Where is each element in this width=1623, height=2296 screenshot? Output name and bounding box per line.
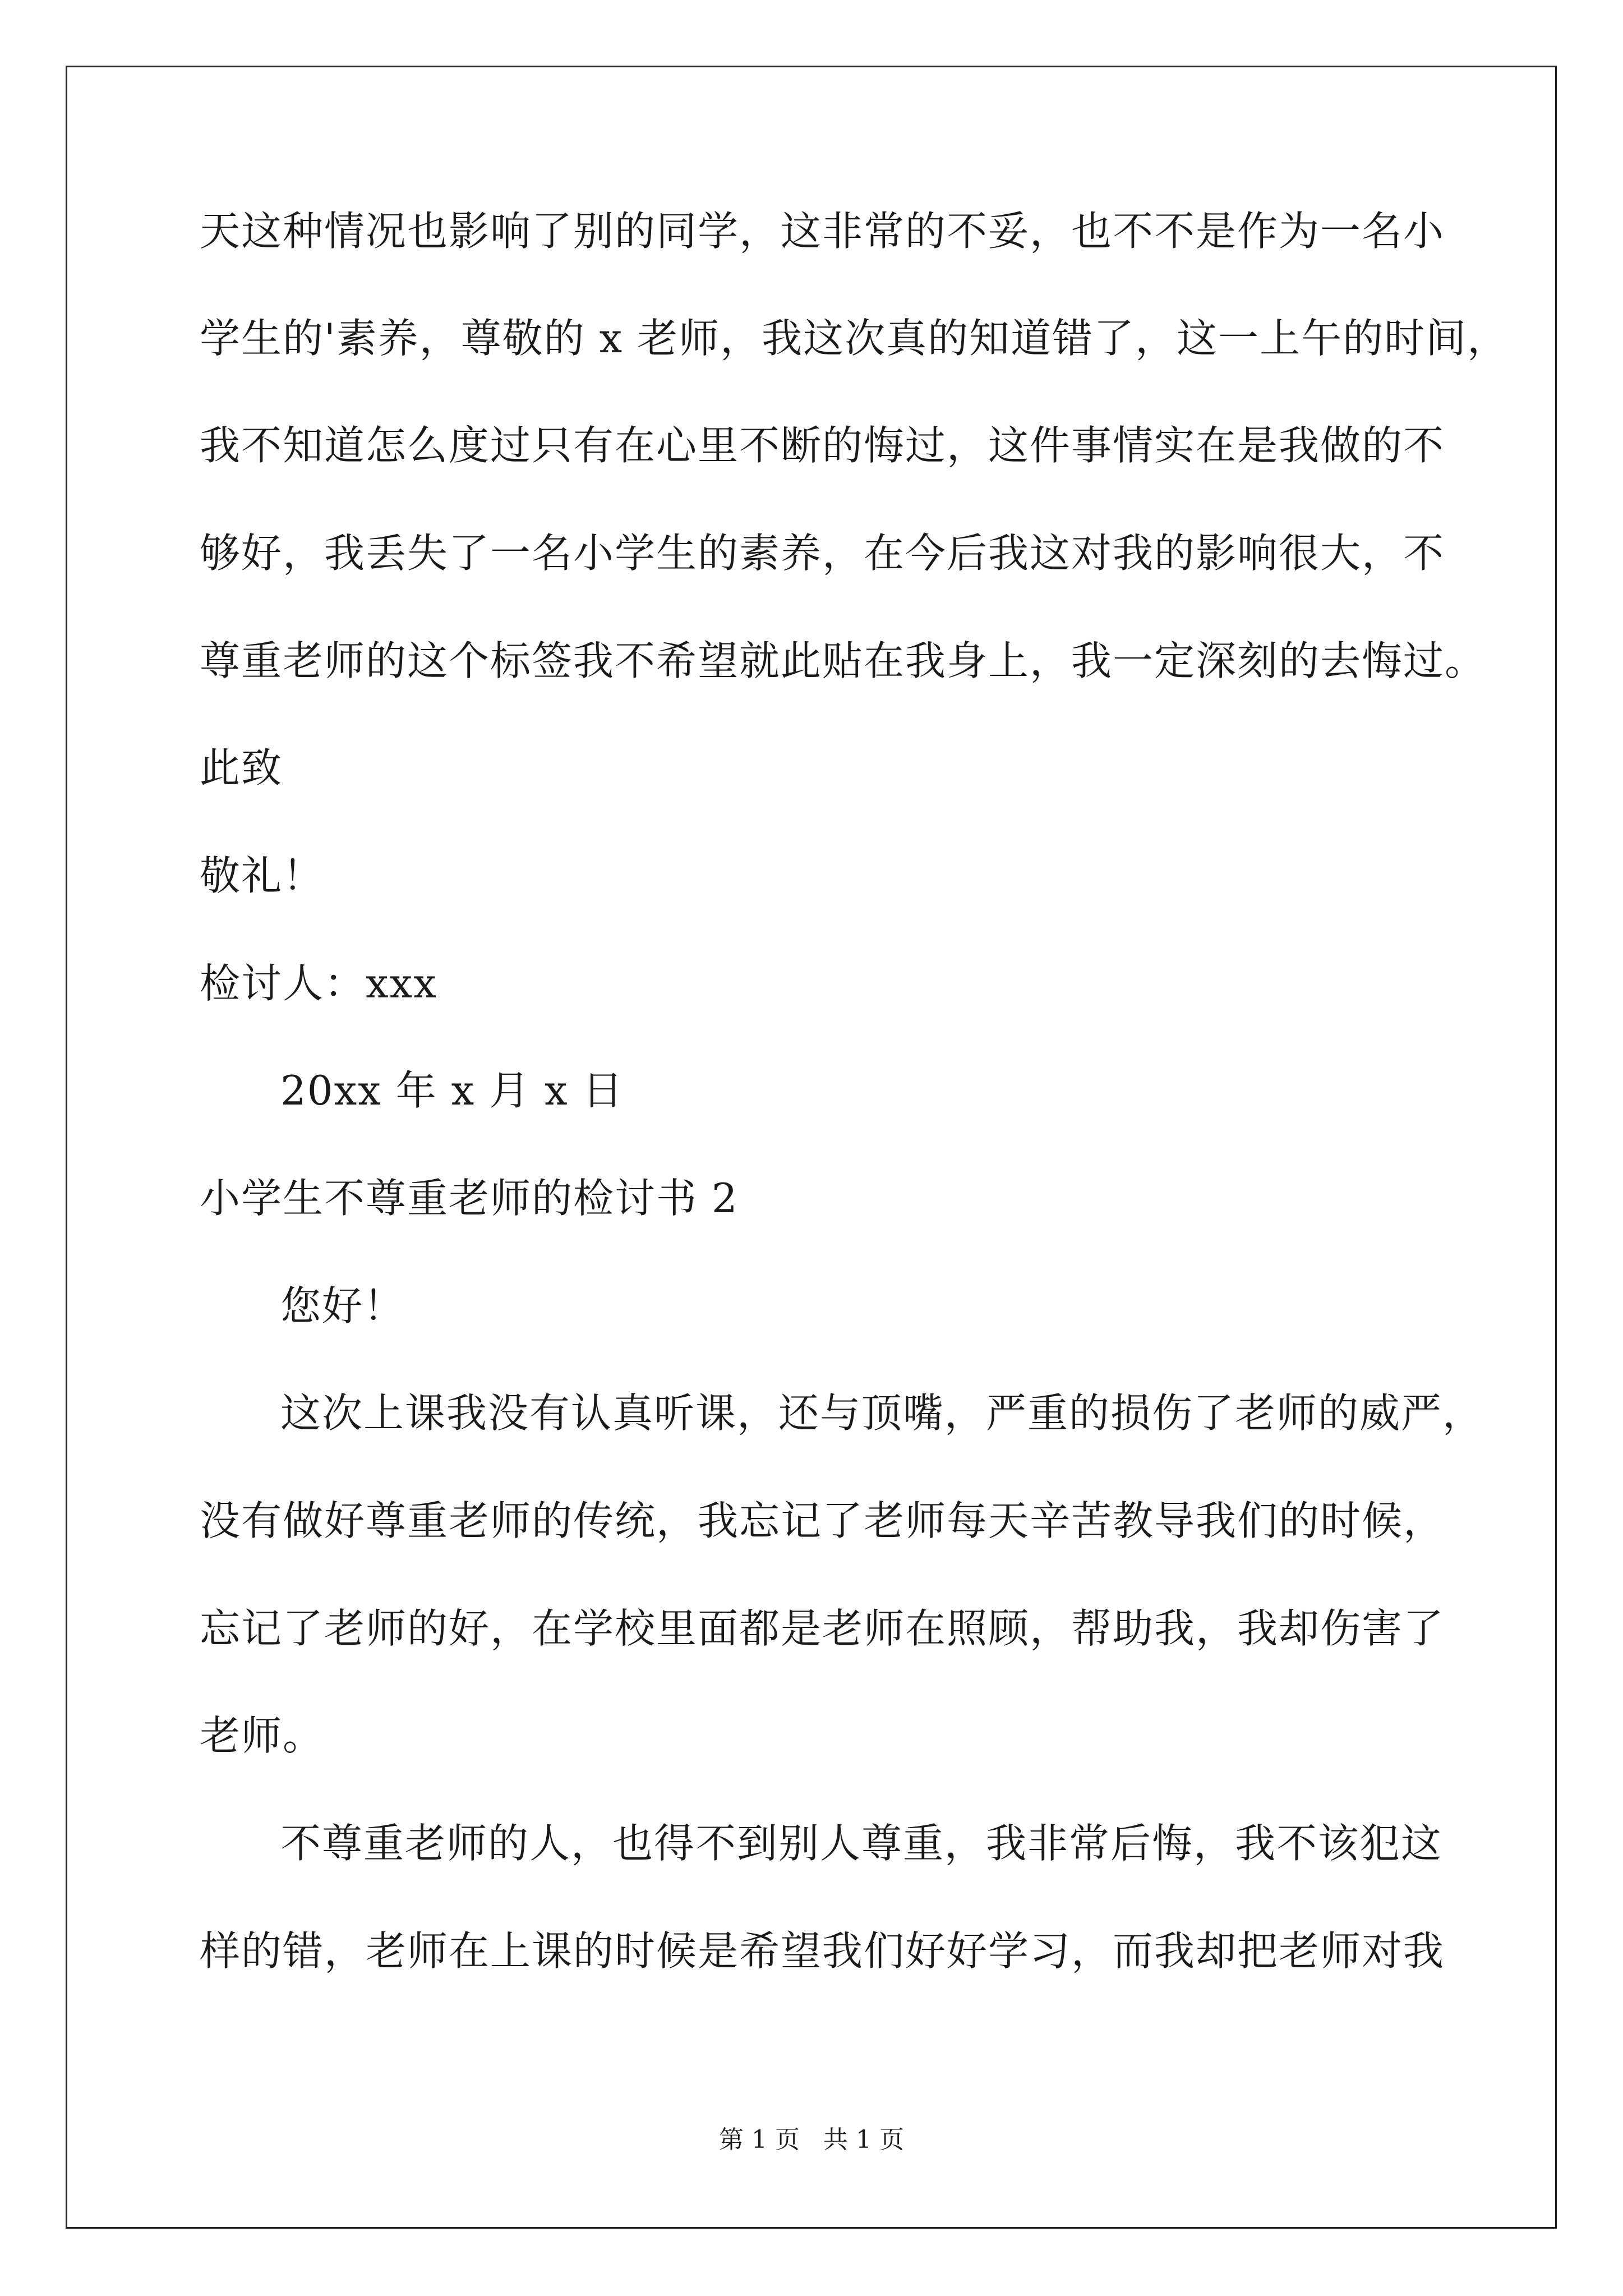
body-text-line: 够好，我丢失了一名小学生的素养，在今后我这对我的影响很大，不 bbox=[200, 530, 1445, 577]
date-line: 20xx 年 x 月 x 日 bbox=[280, 1067, 624, 1114]
body-text-line: 尊重老师的这个标签我不希望就此贴在我身上，我一定深刻的去悔过。 bbox=[200, 637, 1487, 684]
body-text-line: 我不知道怎么度过只有在心里不断的悔过，这件事情实在是我做的不 bbox=[200, 422, 1445, 469]
greeting: 您好！ bbox=[280, 1282, 405, 1329]
body-text-line: 这次上课我没有认真听课，还与顶嘴，严重的损伤了老师的威严， bbox=[280, 1389, 1484, 1437]
signer-line: 检讨人：xxx bbox=[200, 960, 437, 1007]
body-text-line: 忘记了老师的好，在学校里面都是老师在照顾，帮助我，我却伤害了 bbox=[200, 1605, 1445, 1652]
body-text-line: 天这种情况也影响了别的同学，这非常的不妥，也不不是作为一名小 bbox=[200, 208, 1445, 255]
page-footer: 第 1 页 共 1 页 bbox=[719, 2125, 904, 2154]
closing-regards: 敬礼！ bbox=[200, 852, 325, 899]
body-text-line: 没有做好尊重老师的传统，我忘记了老师每天辛苦教导我们的时候， bbox=[200, 1497, 1445, 1544]
page-border bbox=[66, 66, 1557, 2229]
body-text-line: 学生的'素养，尊敬的 x 老师，我这次真的知道错了，这一上午的时间， bbox=[200, 315, 1509, 362]
body-text-line: 样的错，老师在上课的时候是希望我们好好学习，而我却把老师对我 bbox=[200, 1927, 1445, 1975]
closing-salutation: 此致 bbox=[200, 744, 283, 792]
section-title: 小学生不尊重老师的检讨书 2 bbox=[200, 1175, 739, 1222]
body-text-line: 不尊重老师的人，也得不到别人尊重，我非常后悔，我不该犯这 bbox=[280, 1820, 1443, 1867]
body-text-line: 老师。 bbox=[200, 1712, 325, 1759]
